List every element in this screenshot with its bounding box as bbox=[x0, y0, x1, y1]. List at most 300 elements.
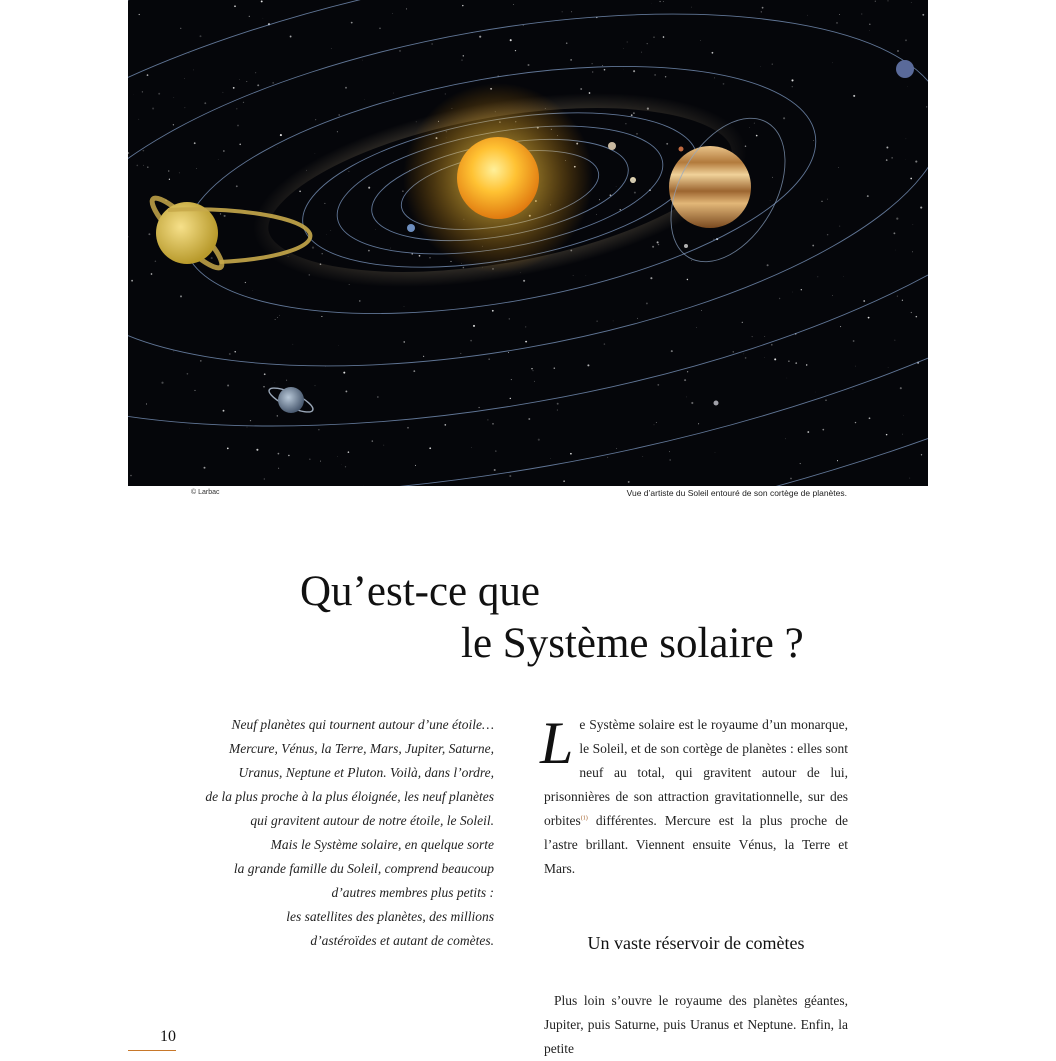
pluto bbox=[714, 401, 719, 406]
star bbox=[180, 295, 182, 297]
star bbox=[607, 457, 608, 458]
star bbox=[613, 321, 614, 322]
section-subheading: Un vaste réservoir de comètes bbox=[544, 931, 848, 955]
star bbox=[916, 316, 918, 318]
star bbox=[131, 280, 133, 282]
star bbox=[839, 14, 840, 15]
star bbox=[245, 282, 246, 283]
star bbox=[368, 187, 370, 189]
page-number-rule bbox=[128, 1050, 176, 1051]
star bbox=[867, 195, 869, 197]
star bbox=[534, 381, 535, 382]
star bbox=[278, 453, 280, 455]
star bbox=[275, 319, 276, 320]
star bbox=[261, 0, 263, 2]
mars bbox=[679, 147, 684, 152]
star bbox=[921, 454, 922, 455]
sun bbox=[457, 137, 539, 219]
star bbox=[863, 300, 865, 302]
star bbox=[800, 463, 801, 464]
star bbox=[155, 261, 157, 263]
star bbox=[142, 91, 143, 92]
star bbox=[515, 50, 516, 51]
star bbox=[463, 55, 464, 56]
star bbox=[318, 429, 319, 430]
star bbox=[264, 373, 266, 375]
star bbox=[875, 1, 876, 2]
star bbox=[321, 316, 322, 317]
star bbox=[494, 469, 496, 471]
star bbox=[920, 207, 922, 209]
star bbox=[869, 24, 871, 26]
star bbox=[801, 289, 802, 290]
star bbox=[643, 456, 644, 457]
star bbox=[429, 257, 430, 258]
star bbox=[771, 344, 773, 346]
star bbox=[691, 260, 692, 261]
star bbox=[902, 300, 903, 301]
star bbox=[288, 455, 289, 456]
star bbox=[236, 185, 238, 187]
star bbox=[151, 273, 153, 275]
star bbox=[853, 95, 855, 97]
star bbox=[790, 478, 792, 480]
star bbox=[723, 83, 725, 85]
star bbox=[227, 448, 229, 450]
star bbox=[926, 106, 927, 107]
star bbox=[413, 370, 415, 372]
star bbox=[471, 447, 472, 448]
star bbox=[868, 317, 870, 319]
star bbox=[479, 36, 481, 38]
star bbox=[220, 213, 221, 214]
star bbox=[508, 352, 509, 353]
star bbox=[326, 234, 327, 235]
star bbox=[843, 276, 844, 277]
star bbox=[223, 150, 224, 151]
star bbox=[896, 218, 898, 220]
star bbox=[562, 12, 563, 13]
star bbox=[701, 310, 702, 311]
star bbox=[687, 279, 688, 280]
star bbox=[700, 40, 701, 41]
star bbox=[257, 84, 259, 86]
star bbox=[906, 139, 907, 140]
star bbox=[912, 251, 913, 252]
star bbox=[343, 372, 345, 374]
star bbox=[827, 234, 828, 235]
star bbox=[345, 390, 347, 392]
star bbox=[272, 82, 274, 84]
star bbox=[654, 74, 656, 76]
star bbox=[762, 7, 764, 9]
star bbox=[239, 144, 241, 146]
star bbox=[654, 424, 655, 425]
intro-line: la grande famille du Soleil, comprend beaucoup bbox=[180, 857, 494, 881]
star bbox=[169, 179, 170, 180]
star bbox=[147, 166, 148, 167]
star bbox=[392, 13, 393, 14]
star bbox=[770, 200, 771, 201]
star bbox=[404, 341, 405, 342]
star bbox=[130, 475, 132, 477]
star bbox=[200, 35, 202, 37]
star bbox=[158, 93, 160, 95]
star bbox=[684, 379, 686, 381]
star bbox=[832, 295, 833, 296]
star bbox=[227, 384, 229, 386]
star bbox=[915, 161, 917, 163]
star bbox=[691, 7, 692, 8]
page-number: 10 bbox=[160, 1028, 176, 1046]
star bbox=[774, 358, 776, 360]
star bbox=[861, 13, 862, 14]
star bbox=[909, 478, 910, 479]
star bbox=[905, 39, 907, 41]
star bbox=[634, 192, 636, 194]
title-line-2: le Système solaire ? bbox=[0, 618, 1056, 670]
star bbox=[733, 351, 734, 352]
main-text-column bbox=[544, 713, 848, 1061]
star bbox=[795, 362, 797, 364]
intro-line: Mais le Système solaire, en quelque sorte bbox=[180, 833, 494, 857]
intro-line: d’autres membres plus petits : bbox=[180, 881, 494, 905]
drop-cap: L bbox=[540, 715, 573, 771]
star bbox=[255, 72, 256, 73]
star bbox=[510, 39, 512, 41]
star bbox=[892, 157, 893, 158]
star bbox=[821, 201, 822, 202]
star bbox=[143, 150, 145, 152]
star bbox=[445, 93, 446, 94]
star bbox=[767, 264, 769, 266]
star bbox=[698, 423, 699, 424]
star bbox=[377, 396, 378, 397]
star bbox=[853, 340, 855, 342]
star bbox=[179, 172, 180, 173]
star bbox=[686, 397, 687, 398]
star bbox=[761, 11, 762, 12]
star bbox=[616, 448, 617, 449]
star bbox=[315, 385, 316, 386]
star bbox=[152, 107, 154, 109]
star bbox=[234, 5, 236, 7]
intro-line: Mercure, Vénus, la Terre, Mars, Jupiter, Saturne, bbox=[180, 737, 494, 761]
star bbox=[812, 245, 814, 247]
star bbox=[646, 302, 648, 304]
star bbox=[557, 410, 558, 411]
star bbox=[633, 70, 635, 72]
star bbox=[713, 239, 714, 240]
star bbox=[910, 178, 912, 180]
star bbox=[855, 422, 856, 423]
star bbox=[509, 475, 511, 477]
star bbox=[587, 364, 589, 366]
star bbox=[563, 480, 565, 482]
page-title bbox=[0, 566, 1056, 670]
star bbox=[902, 434, 903, 435]
star bbox=[431, 43, 432, 44]
star bbox=[566, 42, 568, 44]
star bbox=[513, 4, 514, 5]
star bbox=[663, 36, 665, 38]
star bbox=[419, 255, 421, 257]
star bbox=[331, 48, 332, 49]
earth bbox=[407, 224, 415, 232]
star bbox=[204, 102, 206, 104]
star bbox=[637, 318, 638, 319]
star bbox=[665, 76, 666, 77]
star bbox=[489, 359, 490, 360]
star bbox=[338, 345, 339, 346]
star bbox=[897, 296, 898, 297]
star bbox=[897, 50, 898, 51]
star bbox=[487, 419, 488, 420]
star bbox=[788, 361, 789, 362]
star bbox=[290, 36, 292, 38]
star bbox=[224, 215, 226, 217]
star bbox=[592, 63, 593, 64]
star bbox=[888, 367, 889, 368]
star bbox=[666, 143, 668, 145]
star bbox=[263, 386, 264, 387]
star bbox=[229, 353, 231, 355]
star bbox=[236, 108, 237, 109]
star bbox=[647, 43, 648, 44]
star bbox=[407, 427, 409, 429]
star bbox=[696, 327, 697, 328]
star bbox=[509, 318, 510, 319]
paragraph-text: e Système solaire est le royaume d’un monarque, le Soleil, et de son cortège de planètes : elles sont neuf au total, qui gravitent autour de lui, prisonnières de son attraction gravitationnelle, sur des orbites bbox=[544, 717, 848, 828]
star bbox=[173, 351, 174, 352]
star bbox=[550, 458, 551, 459]
star bbox=[792, 86, 793, 87]
star bbox=[404, 306, 405, 307]
star bbox=[832, 63, 833, 64]
star bbox=[840, 326, 841, 327]
star bbox=[592, 71, 593, 72]
intro-paragraph bbox=[180, 713, 494, 953]
star bbox=[657, 384, 659, 386]
star bbox=[554, 367, 556, 369]
star bbox=[656, 422, 657, 423]
star bbox=[415, 465, 416, 466]
star bbox=[839, 226, 840, 227]
glossary-reference[interactable]: (1) bbox=[581, 816, 588, 822]
star bbox=[570, 59, 572, 61]
star bbox=[772, 177, 773, 178]
star bbox=[616, 186, 617, 187]
star bbox=[712, 52, 714, 54]
star bbox=[292, 344, 293, 345]
star bbox=[886, 434, 888, 436]
jupiter-moon bbox=[631, 179, 635, 183]
star bbox=[791, 79, 793, 81]
star bbox=[286, 380, 287, 381]
star bbox=[234, 351, 235, 352]
star bbox=[620, 209, 621, 210]
star bbox=[359, 300, 360, 301]
star bbox=[869, 417, 871, 419]
star bbox=[754, 123, 755, 124]
star bbox=[280, 134, 282, 136]
star bbox=[200, 360, 202, 362]
star bbox=[136, 165, 138, 167]
star bbox=[531, 368, 532, 369]
star bbox=[743, 353, 744, 354]
star bbox=[599, 199, 600, 200]
star bbox=[375, 229, 376, 230]
star bbox=[911, 2, 912, 3]
star bbox=[211, 257, 213, 259]
star bbox=[249, 16, 250, 17]
intro-line: de la plus proche à la plus éloignée, les neuf planètes bbox=[180, 785, 494, 809]
star bbox=[687, 371, 688, 372]
star bbox=[528, 418, 530, 420]
star bbox=[277, 415, 278, 416]
star bbox=[653, 37, 654, 38]
star bbox=[222, 92, 223, 93]
star bbox=[185, 107, 186, 108]
star bbox=[460, 353, 461, 354]
star bbox=[691, 402, 693, 404]
star bbox=[338, 114, 340, 116]
star bbox=[492, 310, 494, 312]
star bbox=[196, 168, 197, 169]
star bbox=[264, 478, 265, 479]
star bbox=[321, 253, 322, 254]
star bbox=[604, 69, 606, 71]
star bbox=[233, 87, 235, 89]
star bbox=[252, 290, 253, 291]
star bbox=[671, 350, 673, 352]
star bbox=[143, 165, 144, 166]
star bbox=[807, 431, 809, 433]
star bbox=[368, 250, 370, 252]
star bbox=[816, 392, 817, 393]
star bbox=[277, 317, 278, 318]
star bbox=[765, 336, 766, 337]
star bbox=[263, 18, 264, 19]
star bbox=[218, 159, 219, 160]
star bbox=[393, 93, 394, 94]
star bbox=[895, 340, 896, 341]
star bbox=[463, 267, 465, 269]
star bbox=[525, 341, 527, 343]
star bbox=[783, 117, 785, 119]
star bbox=[462, 5, 463, 6]
star bbox=[886, 159, 888, 161]
star bbox=[511, 379, 512, 380]
star bbox=[173, 97, 174, 98]
star bbox=[836, 22, 838, 24]
star bbox=[663, 1, 664, 2]
star bbox=[533, 370, 534, 371]
star bbox=[806, 364, 807, 365]
star bbox=[631, 114, 633, 116]
star bbox=[138, 119, 139, 120]
star bbox=[641, 52, 642, 53]
star bbox=[406, 8, 407, 9]
star bbox=[139, 14, 140, 15]
body-paragraph-1 bbox=[544, 713, 848, 881]
star bbox=[309, 459, 310, 460]
star bbox=[444, 424, 446, 426]
star bbox=[659, 1, 660, 2]
star bbox=[473, 325, 475, 327]
star bbox=[742, 322, 743, 323]
star bbox=[239, 79, 240, 80]
star bbox=[204, 467, 206, 469]
star bbox=[650, 277, 652, 279]
star bbox=[492, 423, 493, 424]
star bbox=[837, 460, 838, 461]
star bbox=[538, 439, 540, 441]
star bbox=[911, 312, 912, 313]
star bbox=[279, 315, 280, 316]
star bbox=[596, 214, 597, 215]
figure-caption: Vue d’artiste du Soleil entouré de son cortège de planètes. bbox=[627, 488, 847, 498]
star bbox=[886, 147, 888, 149]
star bbox=[423, 356, 424, 357]
star bbox=[390, 248, 391, 249]
star bbox=[399, 50, 401, 52]
star bbox=[429, 447, 431, 449]
mercury bbox=[608, 142, 616, 150]
star bbox=[900, 387, 902, 389]
star bbox=[194, 390, 195, 391]
star bbox=[256, 449, 258, 451]
star bbox=[557, 403, 559, 405]
body-paragraph-2: Plus loin s’ouvre le royaume des planètes géantes, Jupiter, puis Saturne, puis Uranus et Neptune. Enfin, la petite bbox=[544, 989, 848, 1061]
star bbox=[173, 124, 174, 125]
title-line-1: Qu’est-ce que bbox=[0, 566, 1056, 618]
star bbox=[760, 66, 761, 67]
star bbox=[450, 261, 451, 262]
star bbox=[250, 420, 251, 421]
star bbox=[714, 78, 715, 79]
star bbox=[402, 190, 403, 191]
star bbox=[907, 86, 908, 87]
star bbox=[633, 112, 635, 114]
solar-system-artwork bbox=[128, 0, 928, 486]
star bbox=[324, 203, 325, 204]
star bbox=[180, 28, 181, 29]
star bbox=[194, 142, 196, 144]
star bbox=[627, 41, 628, 42]
star bbox=[478, 407, 479, 408]
star bbox=[855, 366, 856, 367]
star bbox=[372, 440, 373, 441]
star bbox=[604, 343, 605, 344]
star bbox=[161, 382, 163, 384]
star bbox=[147, 74, 149, 76]
star bbox=[571, 11, 572, 12]
star bbox=[636, 133, 637, 134]
star bbox=[817, 276, 818, 277]
star bbox=[470, 340, 472, 342]
paragraph-text: différentes. Mercure est la plus proche de l’astre brillant. Viennent ensuite Vénus, la Terre et Mars. bbox=[544, 813, 848, 876]
star bbox=[602, 65, 603, 66]
star bbox=[888, 0, 889, 1]
star bbox=[168, 170, 169, 171]
intro-line: Neuf planètes qui tournent autour d’une étoile… bbox=[180, 713, 494, 737]
star bbox=[348, 451, 350, 453]
star bbox=[320, 461, 321, 462]
star bbox=[669, 451, 670, 452]
star bbox=[148, 233, 150, 235]
star bbox=[838, 167, 839, 168]
